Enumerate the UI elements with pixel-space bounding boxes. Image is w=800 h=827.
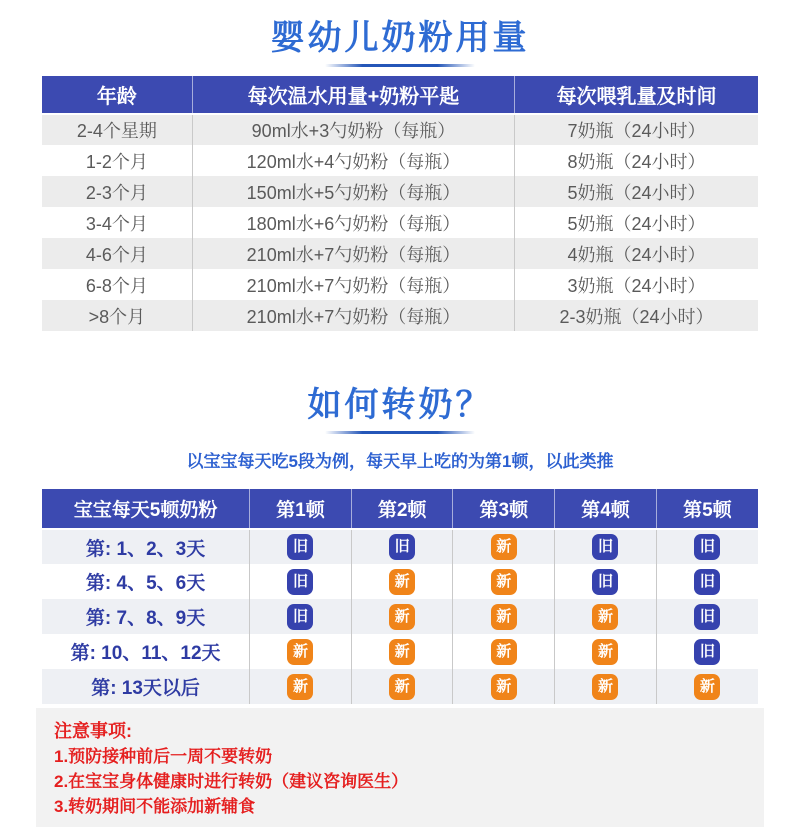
notes-item: 3.转奶期间不能添加新辅食 [54, 797, 256, 816]
dosage-row [42, 238, 758, 269]
meal-cell [555, 564, 657, 599]
transition-title: 如何转奶？ [307, 386, 493, 424]
new-formula-badge: 新 [592, 604, 618, 630]
age-cell: 1-2个月 [85, 151, 148, 172]
meal-cell [656, 529, 758, 564]
old-formula-badge: 旧 [592, 534, 618, 560]
new-formula-badge: 新 [491, 604, 517, 630]
meal-cell [351, 599, 453, 634]
meal-cell [656, 599, 758, 634]
header-row [42, 76, 758, 114]
transition-row [42, 634, 758, 669]
meal-cell [351, 529, 453, 564]
notes-panel [36, 708, 764, 827]
new-formula-badge: 新 [389, 674, 415, 700]
meal-cell [453, 564, 555, 599]
meal-cell [656, 634, 758, 669]
water-formula-cell: 210ml水+7勺奶粉（每瓶） [192, 269, 514, 300]
new-formula-badge: 新 [694, 674, 720, 700]
water-formula-cell: 150ml水+5勺奶粉（每瓶） [192, 176, 514, 207]
new-formula-badge: 新 [287, 639, 313, 665]
meal-cell [250, 669, 352, 704]
dosage-title: 婴幼儿奶粉用量 [270, 19, 530, 57]
old-formula-badge: 旧 [592, 569, 618, 595]
new-formula-badge: 新 [491, 639, 517, 665]
feeding-cell: 4奶瓶（24小时） [515, 238, 758, 269]
day-range-cell: 第: 4、5、6天 [85, 573, 206, 594]
header-row [42, 489, 758, 529]
transition-section [0, 367, 800, 704]
age-cell: 2-4个星期 [76, 121, 157, 141]
transition-table-body [42, 529, 758, 704]
meal-cell [453, 599, 555, 634]
old-formula-badge: 旧 [287, 569, 313, 595]
age-cell: 3-4个月 [85, 213, 148, 234]
water-formula-column-header: 每次温水用量+奶粉平匙 [192, 76, 514, 114]
dosage-table-header [42, 76, 758, 114]
meal-cell [453, 669, 555, 704]
dosage-row [42, 207, 758, 238]
meal-2-header: 第2顿 [351, 489, 453, 529]
meal-4-header: 第4顿 [555, 489, 657, 529]
age-cell: 6-8个月 [85, 275, 148, 296]
meal-cell [250, 599, 352, 634]
transition-row [42, 599, 758, 634]
age-column-header: 年龄 [42, 76, 192, 114]
feeding-cell: 5奶瓶（24小时） [515, 176, 758, 207]
transition-row [42, 564, 758, 599]
notes-heading: 注意事项: [54, 721, 132, 741]
water-formula-cell: 90ml水+3勺奶粉（每瓶） [192, 114, 514, 145]
water-formula-cell: 180ml水+6勺奶粉（每瓶） [192, 207, 514, 238]
feeding-column-header: 每次喂乳量及时间 [515, 76, 758, 114]
meal-cell [351, 634, 453, 669]
new-formula-badge: 新 [389, 569, 415, 595]
meal-cell [453, 634, 555, 669]
old-formula-badge: 旧 [694, 534, 720, 560]
meal-1-header: 第1顿 [250, 489, 352, 529]
meal-cell [351, 669, 453, 704]
meal-3-header: 第3顿 [453, 489, 555, 529]
dosage-section [0, 0, 800, 331]
meal-cell [250, 634, 352, 669]
meals-per-day-header: 宝宝每天5顿奶粉 [42, 489, 250, 529]
meal-cell [555, 634, 657, 669]
notes-item: 1.预防接种前后一周不要转奶 [54, 747, 273, 766]
dosage-row [42, 145, 758, 176]
feeding-cell: 7奶瓶（24小时） [515, 114, 758, 145]
old-formula-badge: 旧 [694, 569, 720, 595]
transition-table [42, 489, 758, 704]
water-formula-cell: 120ml水+4勺奶粉（每瓶） [192, 145, 514, 176]
notes-item: 2.在宝宝身体健康时进行转奶（建议咨询医生） [54, 772, 409, 791]
new-formula-badge: 新 [491, 569, 517, 595]
title-underline [325, 64, 475, 67]
day-range-cell: 第: 1、2、3天 [85, 538, 206, 560]
notes-list [54, 744, 750, 819]
meal-cell [656, 564, 758, 599]
new-formula-badge: 新 [491, 534, 517, 560]
old-formula-badge: 旧 [287, 604, 313, 630]
transition-row [42, 529, 758, 564]
new-formula-badge: 新 [389, 604, 415, 630]
day-range-cell: 第: 7、8、9天 [85, 608, 206, 629]
transition-table-header [42, 489, 758, 529]
age-cell: 4-6个月 [85, 244, 148, 265]
feeding-cell: 2-3奶瓶（24小时） [515, 300, 758, 331]
feeding-cell: 8奶瓶（24小时） [515, 145, 758, 176]
meal-cell [555, 599, 657, 634]
old-formula-badge: 旧 [389, 534, 415, 560]
meal-cell [250, 564, 352, 599]
title-underline [325, 431, 475, 434]
meal-cell [555, 529, 657, 564]
transition-subtitle: 以宝宝每天吃5段为例，每天早上吃的为第1顿，以此类推 [186, 452, 614, 471]
day-range-cell: 第: 13天以后 [91, 678, 200, 699]
dosage-table [42, 76, 758, 331]
new-formula-badge: 新 [491, 674, 517, 700]
meal-cell [351, 564, 453, 599]
age-cell: >8个月 [88, 306, 146, 327]
transition-row [42, 669, 758, 704]
new-formula-badge: 新 [287, 674, 313, 700]
dosage-row [42, 269, 758, 300]
old-formula-badge: 旧 [694, 639, 720, 665]
dosage-row [42, 114, 758, 145]
water-formula-cell: 210ml水+7勺奶粉（每瓶） [192, 300, 514, 331]
meal-5-header: 第5顿 [656, 489, 758, 529]
old-formula-badge: 旧 [694, 604, 720, 630]
meal-cell [453, 529, 555, 564]
age-cell: 2-3个月 [85, 182, 148, 203]
dosage-table-body [42, 114, 758, 331]
meal-cell [656, 669, 758, 704]
new-formula-badge: 新 [389, 639, 415, 665]
old-formula-badge: 旧 [287, 534, 313, 560]
meal-cell [250, 529, 352, 564]
feeding-cell: 5奶瓶（24小时） [515, 207, 758, 238]
meal-cell [555, 669, 657, 704]
water-formula-cell: 210ml水+7勺奶粉（每瓶） [192, 238, 514, 269]
feeding-cell: 3奶瓶（24小时） [515, 269, 758, 300]
new-formula-badge: 新 [592, 639, 618, 665]
dosage-row [42, 176, 758, 207]
new-formula-badge: 新 [592, 674, 618, 700]
day-range-cell: 第: 10、11、12天 [70, 643, 221, 664]
dosage-row [42, 300, 758, 331]
